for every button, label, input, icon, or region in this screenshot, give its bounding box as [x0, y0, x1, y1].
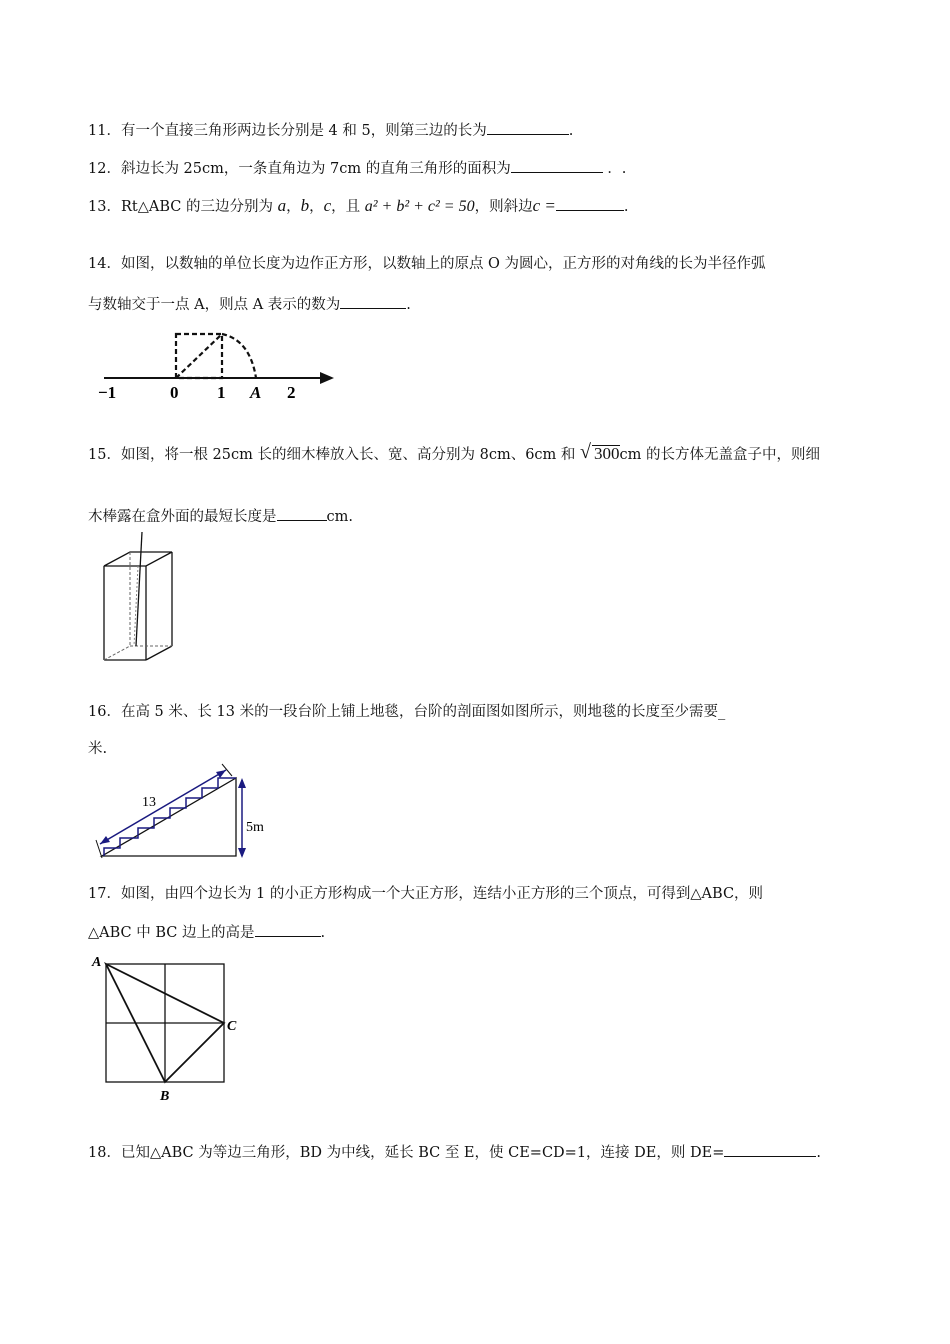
equation: a² + b² + c² = 50 [364, 198, 475, 215]
box-hidden-edge [104, 646, 130, 660]
question-13: 13．Rt△ABC 的三边分别为 a，b，c，且 a² + b² + c² = 50，则斜边c = . [88, 196, 629, 215]
question-11 [88, 120, 573, 141]
question-16-line-2: 米. [88, 741, 108, 757]
question-17-line-2 [88, 922, 325, 943]
question-14-line-2 [88, 294, 411, 315]
radicand: 300 [594, 444, 620, 463]
question-15-suffix: cm 的长方体无盖盒子中，则细 [619, 447, 820, 463]
var-a: a [277, 196, 287, 215]
box-edge [146, 646, 172, 660]
question-18-end: . [816, 1145, 821, 1161]
radius-arc [222, 334, 256, 378]
question-15-line-2 [88, 506, 353, 527]
label-minus-1: −1 [98, 383, 117, 402]
grid-triangle-figure [88, 950, 248, 1105]
vertex-C-label: C [227, 1019, 237, 1034]
question-11-text: 11．有一个直接三角形两边长分别是 4 和 5，则第三边的长为 [88, 123, 487, 139]
tick [222, 764, 232, 776]
question-12 [88, 158, 626, 179]
square-diagonal [176, 334, 222, 378]
question-15-line-1 [88, 441, 820, 465]
vertex-B-label: B [160, 1089, 170, 1104]
question-13-prefix: 13．Rt△ABC 的三边分别为 [88, 199, 273, 215]
height-label: 5m [246, 820, 264, 835]
question-11-end: . [568, 123, 574, 139]
answer-blank [724, 1142, 816, 1157]
question-17-line-2-text: △ABC 中 BC 边上的高是 [88, 925, 255, 941]
vertex-A-label: A [92, 955, 102, 970]
var-b: b [300, 196, 310, 215]
question-12-end: ．. [607, 161, 627, 177]
question-14-end: . [406, 297, 411, 313]
label-2: 2 [287, 383, 296, 402]
wooden-stick [136, 532, 142, 646]
question-18-text: 18．已知△ABC 为等边三角形，BD 为中线，延长 BC 至 E，使 CE=CD=1，连接 DE，则 DE= [88, 1145, 725, 1161]
staircase-figure [90, 764, 280, 864]
question-15-line-2-text: 木棒露在盒外面的最短长度是 [88, 509, 277, 525]
sqrt-300 [580, 441, 620, 464]
question-12-text: 12．斜边长为 25cm，一条直角边为 7cm 的直角三角形的面积为 [88, 161, 511, 177]
arrow-head-icon [216, 770, 226, 778]
arrow-head-icon [100, 836, 110, 844]
label-A: A [250, 383, 262, 402]
number-line-figure [90, 326, 350, 406]
staircase-outline [102, 778, 236, 856]
question-14-line-1: 14．如图，以数轴的单位长度为边作正方形，以数轴上的原点 O 为圆心，正方形的对角线的长为半径作弧 [88, 256, 766, 272]
axis-arrow [320, 372, 334, 384]
answer-blank [255, 922, 321, 937]
question-18 [88, 1142, 821, 1163]
question-16-line-1: 16．在高 5 米、长 13 米的一段台阶上铺上地毯，台阶的剖面图如图所示，则地毯的长度至少需要_ [88, 704, 726, 720]
var-c: c [323, 196, 332, 215]
answer-blank [487, 120, 569, 135]
label-1: 1 [217, 383, 226, 402]
label-0: 0 [170, 383, 179, 402]
answer-blank [556, 196, 624, 211]
question-15-unit: cm. [326, 509, 353, 525]
question-14-line-2-text: 与数轴交于一点 A，则点 A 表示的数为 [88, 297, 341, 313]
question-13-end: . [623, 199, 629, 215]
arrow-head-icon [238, 848, 246, 858]
length-arrow [100, 770, 226, 844]
question-13-mid: ，且 [331, 199, 361, 215]
c-equals: c = [532, 196, 556, 215]
answer-blank [340, 294, 406, 309]
question-13-suffix: ，则斜边 [474, 199, 533, 215]
answer-blank [511, 158, 603, 173]
radical-sign-icon: √ [580, 441, 591, 463]
question-17-line-1: 17．如图，由四个边长为 1 的小正方形构成一个大正方形，连结小正方形的三个顶点，可得到△ABC，则 [88, 886, 764, 902]
arrow-head-icon [238, 778, 246, 788]
length-label: 13 [142, 795, 156, 810]
question-15-prefix: 15．如图，将一根 25cm 长的细木棒放入长、宽、高分别为 8cm、6cm 和 [88, 447, 576, 463]
answer-blank [277, 506, 327, 521]
box-top [104, 552, 172, 566]
question-17-end: . [320, 925, 326, 941]
box-figure [100, 530, 180, 665]
